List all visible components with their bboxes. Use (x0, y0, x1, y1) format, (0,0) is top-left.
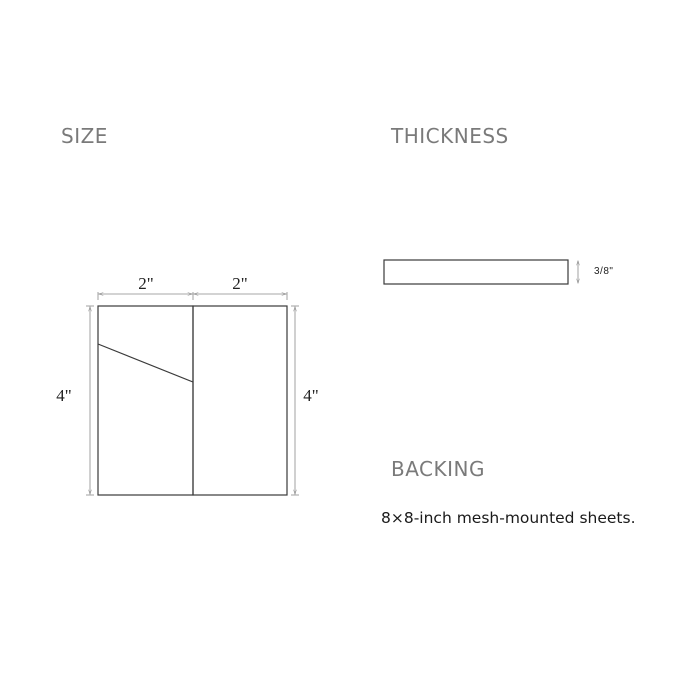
size-diagram (56, 274, 318, 495)
size-heading: SIZE (61, 124, 108, 148)
height-label-left: 4" (56, 386, 72, 405)
backing-description: 8×8-inch mesh-mounted sheets. (381, 509, 636, 527)
tile-right (193, 306, 287, 495)
thickness-diagram (384, 260, 613, 284)
tile-profile (384, 260, 568, 284)
tile-left (98, 306, 193, 495)
thickness-label: 3/8" (594, 266, 614, 277)
backing-heading: BACKING (391, 457, 485, 481)
width-label-right: 2" (232, 274, 248, 293)
height-label-right: 4" (303, 386, 319, 405)
thickness-heading: THICKNESS (391, 124, 509, 148)
width-label-left: 2" (138, 274, 154, 293)
tile-left-cut-line (98, 344, 193, 382)
